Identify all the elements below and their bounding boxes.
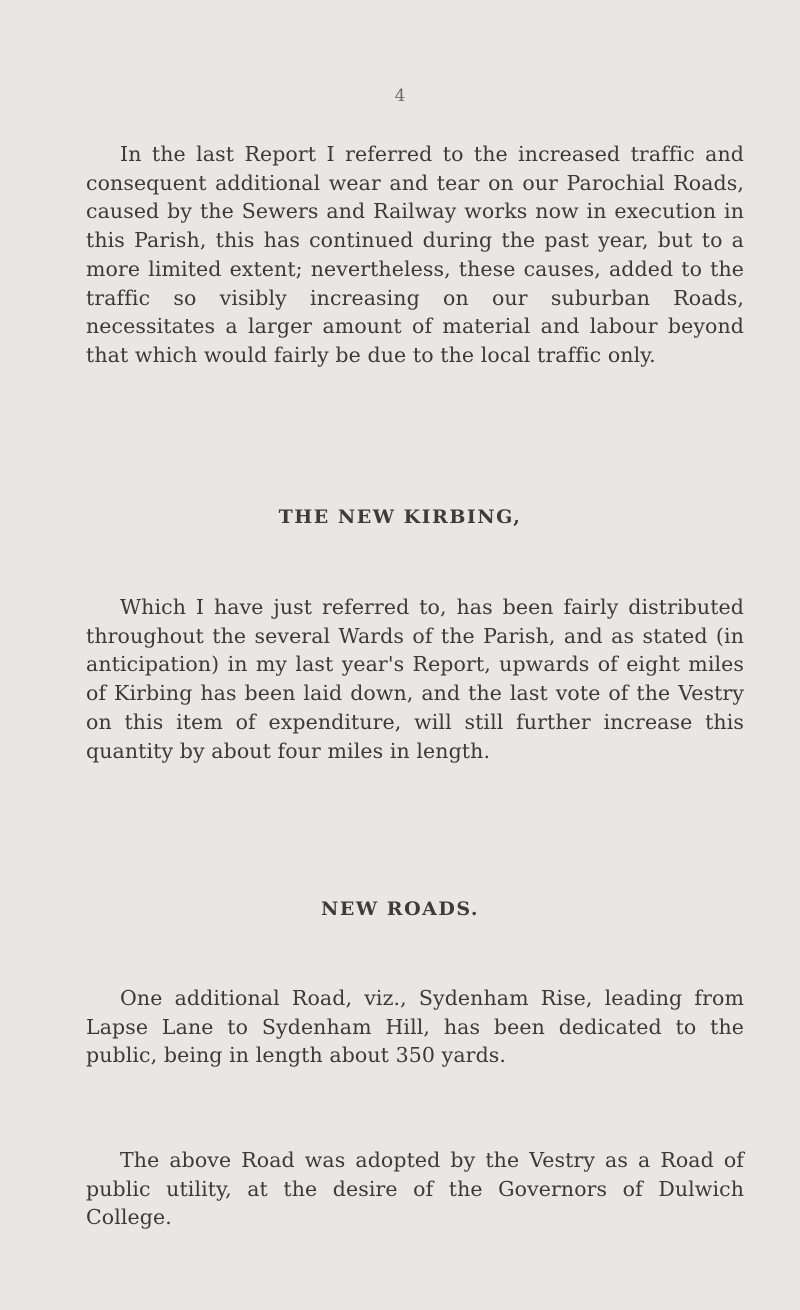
page-number: 4 xyxy=(394,86,406,106)
paragraph-sydenham-rise: One additional Road, viz., Sydenham Rise, leading from Lapse Lane to Sydenham Hill, has been dedicated to the public, being in length about 350 yards. xyxy=(86,986,744,1068)
heading-new-kirbing: THE NEW KIRBING, xyxy=(278,506,522,528)
paragraph-kirbing: Which I have just referred to, has been fairly distributed throughout the several Wards of the Parish, and as stated (in anticipation) in my last year's Report, upwards of eight miles of Kirbing has been laid down, and the last vote of the Vestry on this item of expenditure, will still further increase this quantity by about four miles in length. xyxy=(86,595,744,763)
paragraph-road-adopted: The above Road was adopted by the Vestry as a Road of public utility, at the desire of the Governors of Dulwich College. xyxy=(86,1148,744,1230)
heading-new-roads: NEW ROADS. xyxy=(320,898,480,920)
paragraph-traffic: In the last Report I referred to the increased traffic and consequent additional wear and tear on our Parochial Roads, caused by the Sewers and Railway works now in execution in this Parish, this has continued during the past year, but to a more limited extent; nevertheless, these causes, added to the traffic so visibly increasing on our suburban Roads, necessitates a larger amount of material and labour beyond that which would fairly be due to the local traffic only. xyxy=(86,142,744,367)
